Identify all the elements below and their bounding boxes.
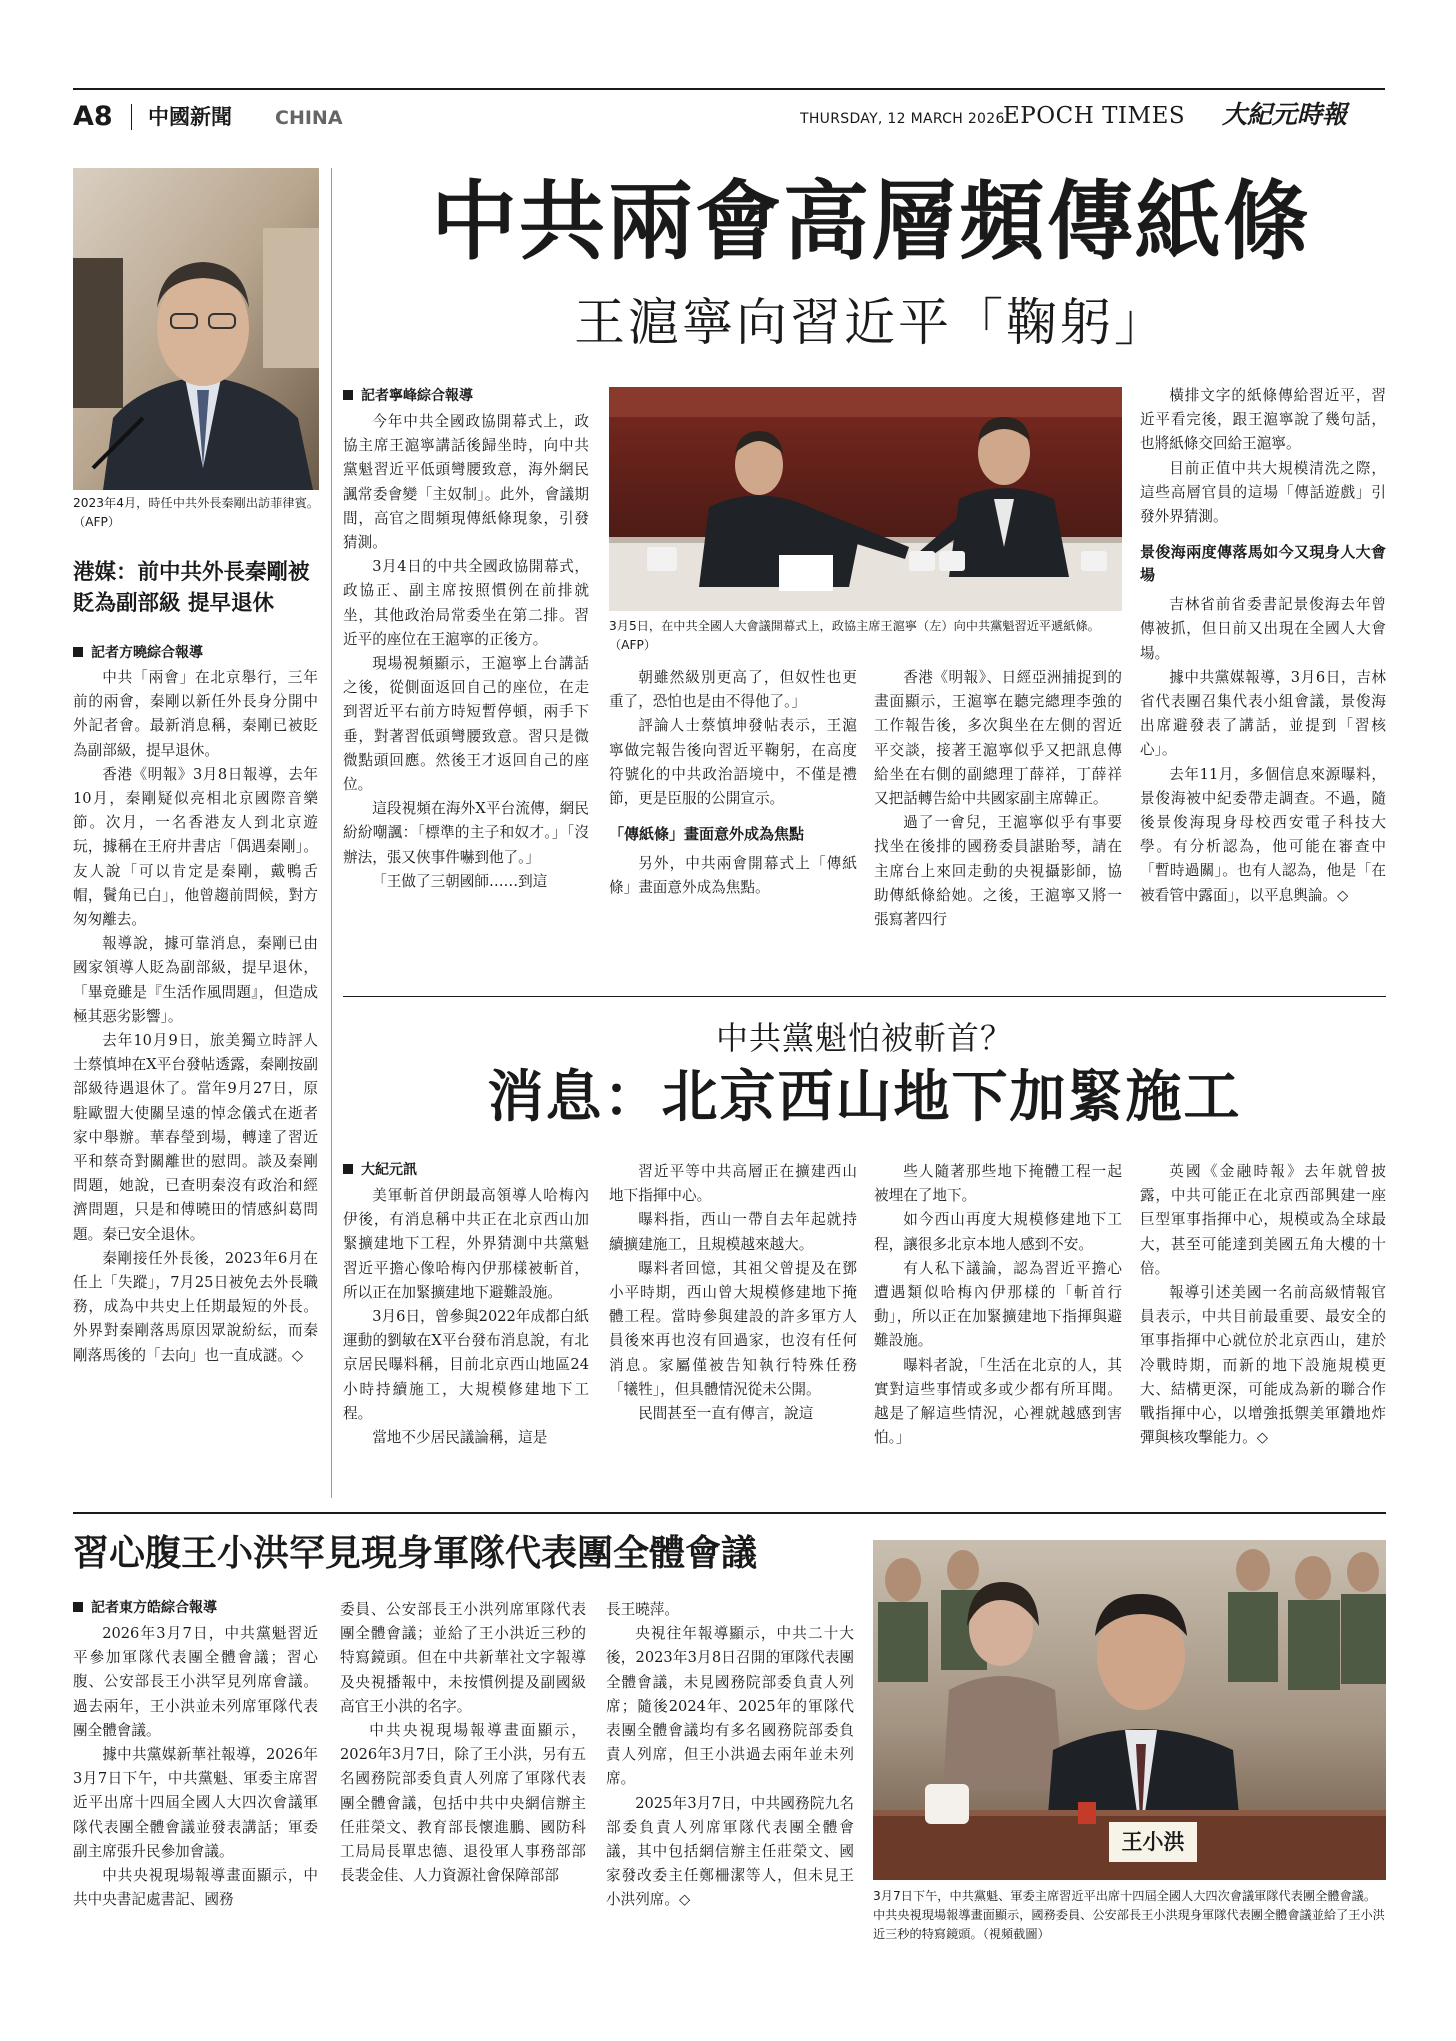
sidebar-paragraph: 去年10月9日，旅美獨立時評人士蔡慎坤在X平台發帖透露，秦剛按副部級待遇退休了。當年9月27日，原駐歐盟大使關呈遠的悼念儀式在逝者家中舉辦。華春瑩到場，轉達了習近平和蔡奇對關離世的慰問。談及秦剛問題，她說，已查明秦沒有政治和經濟問題，只是和傅曉田的情感糾葛問題。秦已安全退休。 (73, 1032, 318, 1243)
sidebar-body (73, 666, 318, 1498)
story3-paragraph: 據中共黨媒新華社報導，2026年3月7日下午，中共黨魁、軍委主席習近平出席十四屆全國人大四次會議軍隊代表團全體會議並發表講話；軍委副主席張升民參加會議。 (73, 1746, 318, 1860)
story1-paragraph: 「王做了三朝國師……到這 (372, 872, 548, 890)
story1-byline-text: 記者寧峰綜合報導 (361, 388, 473, 404)
qin-gang-photo (73, 168, 319, 490)
story1-paragraph: 今年中共全國政協開幕式上，政協主席王滬寧講話後歸坐時，向中共黨魁習近平低頭彎腰致意，海外網民諷常委會變「主奴制」。此外，會議期間，高官之間頻現傳紙條現象，引發猜測。 (343, 413, 589, 552)
story2-paragraph: 3月6日，曾參與2022年成都白紙運動的劉敏在X平台發布消息說，有北京居民曝料稱，目前北京西山地區24小時持續施工，大規模修建地下工程。 (343, 1308, 589, 1422)
story2-paragraph: 曝料者說，「生活在北京的人，其實對這些事情或多或少都有所耳聞。越是了解這些情況，心裡就越感到害怕。」 (874, 1356, 1122, 1447)
story1-paragraph: 另外，中共兩會開幕式上「傳紙條」畫面意外成為焦點。 (609, 855, 857, 897)
story3-column-2 (340, 1598, 586, 1962)
masthead-en: EPOCH TIMES (1003, 103, 1186, 129)
sidebar-paragraph: 中共「兩會」在北京舉行，三年前的兩會，秦剛以新任外長身分開中外記者會。最新消息稱，秦剛已被貶為副部級，提早退休。 (73, 669, 318, 759)
story1-paragraph: 香港《明報》、日經亞洲捕捉到的畫面顯示，王滬寧在聽完總理李強的工作報告後，多次與坐在左側的習近平交談，接著王滬寧似乎又把訊息傳給坐在右側的副總理丁薛祥，丁薛祥又把話轉告給中共國家副主席韓正。 (874, 669, 1122, 808)
story1-headline: 中共兩會高層頻傳紙條 (431, 172, 1311, 272)
story1-paragraph: 朝雖然級別更高了，但奴性也更重了，恐怕也是由不得他了。」 (609, 669, 857, 711)
byline-marker (343, 1164, 353, 1174)
story1-column-3 (874, 666, 1122, 982)
story2-paragraph: 英國《金融時報》去年就曾披露，中共可能正在北京西部興建一座巨型軍事指揮中心，規模或為全球最大，甚至可能達到美國五角大樓的十倍。 (1140, 1163, 1386, 1277)
story3-headline: 習心腹王小洪罕見現身軍隊代表團全體會議 (73, 1533, 758, 1574)
section-name-en: CHINA (275, 107, 343, 129)
story3-paragraph: 央視往年報導顯示，中共二十大後，2023年3月8日召開的軍隊代表團全體會議，未見國務院部委負責人列席；隨後2024年、2025年的軍隊代表團全體會議均有多名國務院部委負責人列席，但王小洪過去兩年並未列席。 (606, 1625, 854, 1788)
story1-paragraph: 去年11月，多個信息來源曝料，景俊海被中紀委帶走調查。不過，隨後景俊海現身母校西安電子科技大學。有分析認為，他可能在審查中「暫時過關」。也有人認為，他是「在被看管中露面」，以平息輿論。◇ (1140, 765, 1386, 904)
story1-paragraph: 橫排文字的紙條傳給習近平，習近平看完後，跟王滬寧說了幾句話，也將紙條交回給王滬寧。 (1140, 387, 1386, 453)
story2-top-rule (343, 996, 1386, 997)
story1-paragraph: 吉林省前省委書記景俊海去年曾傳被抓，但日前又出現在全國人大會場。 (1140, 596, 1386, 662)
masthead-zh: 大紀元時報 (1222, 100, 1348, 129)
story2-paragraph: 如今西山再度大規模修建地下工程，讓很多北京本地人感到不安。 (874, 1211, 1122, 1253)
page-number: A8 (73, 101, 113, 132)
story2-column-4 (1140, 1160, 1386, 1500)
story1-paragraph: 據中共黨媒報導，3月6日，吉林省代表團召集代表小組會議，景俊海出席避發表了講話，並提到「習核心」。 (1140, 668, 1386, 759)
sidebar-headline: 港媒：前中共外長秦剛被貶為副部級 提早退休 (73, 560, 310, 616)
story2-headline: 消息：北京西山地下加緊施工 (487, 1065, 1242, 1130)
story1-column-1 (343, 410, 589, 982)
story2-byline (343, 1158, 417, 1182)
story3-column-3 (606, 1598, 854, 1962)
sidebar-byline-text: 記者方曉綜合報導 (91, 645, 203, 661)
story3-photo (873, 1540, 1386, 1880)
story2-byline-text: 大紀元訊 (361, 1162, 417, 1178)
story3-byline-text: 記者東方皓綜合報導 (91, 1600, 217, 1616)
story2-column-1 (343, 1184, 589, 1500)
story2-paragraph: 美軍斬首伊朗最高領導人哈梅內伊後，有消息稱中共正在北京西山加緊擴建地下工程，外界猜測中共黨魁習近平擔心像哈梅內伊那樣被斬首，所以正在加緊擴建地下避難設施。 (343, 1187, 589, 1301)
byline-marker (73, 647, 83, 657)
nameplate: 王小洪 (1121, 1829, 1185, 1854)
header-top-rule (73, 88, 1385, 90)
story1-paragraph: 3月4日的中共全國政協開幕式，政協正、副主席按照慣例在前排就坐，其他政治局常委坐在第二排。習近平的座位在王滬寧的正後方。 (343, 558, 589, 648)
story2-paragraph: 民間甚至一直有傳言，說這 (638, 1405, 814, 1423)
story1-subhead: 景俊海兩度傳落馬如今又現身人大會場 (1140, 543, 1386, 585)
story1-paragraph: 評論人士蔡慎坤發帖表示，王滬寧做完報告後向習近平鞠躬，在高度符號化的中共政治語境中，不僅是禮節，更是臣服的公開宣示。 (609, 717, 857, 808)
sidebar-divider (331, 168, 332, 1498)
story2-column-2 (609, 1160, 857, 1500)
story3-top-rule (73, 1512, 1386, 1514)
story1-paragraph: 目前正值中共大規模清洗之際，這些高層官員的這場「傳話遊戲」引發外界猜測。 (1140, 459, 1386, 526)
story3-paragraph: 委員、公安部長王小洪列席軍隊代表團全體會議；並給了王小洪近三秒的特寫鏡頭。但在中共新華社文字報導及央視播報中，未按慣例提及副國級高官王小洪的名字。 (340, 1601, 586, 1715)
story3-paragraph: 長王曉萍。 (606, 1601, 679, 1618)
story1-column-4 (1140, 384, 1386, 982)
story1-column-2 (609, 666, 857, 982)
story2-column-3 (874, 1160, 1122, 1500)
story3-paragraph: 中共央視現場報導畫面顯示，中共中央書記處書記、國務 (73, 1867, 318, 1909)
story1-subheadline: 王滬寧向習近平「鞠躬」 (573, 294, 1168, 353)
issue-date: THURSDAY, 12 MARCH 2026 (800, 111, 1005, 127)
qin-gang-photo-caption: 2023年4月，時任中共外長秦剛出訪菲律賓。（AFP） (73, 496, 319, 529)
story3-paragraph: 中共央視現場報導畫面顯示，2026年3月7日，除了王小洪，另有五名國務院部委負責人列席了軍隊代表團全體會議，包括中共中央網信辦主任莊榮文、教育部長懷進鵬、國防科工局局長單忠德、退役軍人事務部部長裴金佳、人力資源社會保障部部 (340, 1722, 586, 1885)
byline-marker (343, 390, 353, 400)
story2-kicker: 中共黨魁怕被斬首？ (715, 1019, 1013, 1057)
story2-paragraph: 曝料者回憶，其祖父曾提及在鄧小平時期，西山曾大規模修建地下掩體工程。當時參與建設的許多軍方人員後來再也沒有回過家，也沒有任何消息。家屬僅被告知執行特殊任務「犧牲」，但具體情況從未公開。 (609, 1259, 857, 1398)
byline-marker (73, 1602, 83, 1612)
sidebar-paragraph: 秦剛接任外長後，2023年6月在任上「失蹤」，7月25日被免去外長職務，成為中共史上任期最短的外長。外界對秦剛落馬原因眾說紛紜，而秦剛落馬後的「去向」也一直成謎。◇ (73, 1249, 318, 1364)
story1-photo-caption: 3月5日，在中共全國人大會議開幕式上，政協主席王滬寧（左）向中共黨魁習近平遞紙條。（AFP） (609, 619, 1100, 652)
sidebar-paragraph: 報導說，據可靠消息，秦剛已由國家領導人貶為副部級，提早退休，「畢竟雖是『生活作風問題』，但造成極其惡劣影響」。 (73, 935, 318, 1025)
section-name: 中國新聞 (148, 105, 232, 129)
story1-paragraph: 過了一會兒，王滬寧似乎有事要找坐在後排的國務委員諶貽琴，請在主席台上來回走動的央視攝影師，協助傳紙條給她。之後，王滬寧又將一張寫著四行 (874, 814, 1122, 929)
story3-column-1 (73, 1622, 318, 1962)
header-divider (131, 104, 132, 130)
story2-paragraph: 習近平等中共高層正在擴建西山地下指揮中心。 (609, 1163, 857, 1205)
story2-paragraph: 些人隨著那些地下掩體工程一起被埋在了地下。 (874, 1163, 1122, 1205)
sidebar-paragraph: 香港《明報》3月8日報導，去年10月，秦剛疑似亮相北京國際音樂節。次月，一名香港友人到北京遊玩，據稱在王府井書店「偶遇秦剛」。友人說「可以肯定是秦剛，戴鴨舌帽，鬢角已白」，他曾趨前問候，對方匆匆離去。 (73, 765, 318, 929)
story3-paragraph: 2025年3月7日，中共國務院九名部委負責人列席軍隊代表團全體會議，其中包括網信辦主任莊榮文、國家發改委主任鄭柵潔等人，但未見王小洪列席。◇ (606, 1794, 854, 1909)
story3-paragraph: 2026年3月7日，中共黨魁習近平參加軍隊代表團全體會議；習心腹、公安部長王小洪罕見列席會議。過去兩年，王小洪並未列席軍隊代表團全體會議。 (73, 1625, 318, 1739)
story1-paragraph: 這段視頻在海外X平台流傳，網民紛紛嘲諷：「標準的主子和奴才。」「沒辦法，張又俠事件嚇到他了。」 (343, 800, 589, 866)
story1-byline (343, 384, 473, 408)
story3-byline (73, 1596, 217, 1620)
story1-photo (609, 387, 1122, 611)
story1-subhead: 「傳紙條」畫面意外成為焦點 (609, 825, 805, 844)
story1-paragraph: 現場視頻顯示，王滬寧上台講話之後，從側面返回自己的座位，在走到習近平右前方時短暫停頓，兩手下垂，對著習低頭彎腰致意。習只是微微點頭回應。然後王才返回自己的座位。 (343, 655, 589, 794)
story2-paragraph: 有人私下議論，認為習近平擔心遭遇類似哈梅內伊那樣的「斬首行動」，所以正在加緊擴建地下指揮與避難設施。 (874, 1259, 1122, 1350)
story2-paragraph: 曝料指，西山一帶自去年起就持續擴建施工，且規模越來越大。 (609, 1211, 857, 1253)
sidebar-byline (73, 641, 203, 665)
story2-paragraph: 當地不少居民議論稱，這是 (372, 1429, 548, 1447)
story3-photo-caption: 3月7日下午，中共黨魁、軍委主席習近平出席十四屆全國人大四次會議軍隊代表團全體會議。中共央視現場報導畫面顯示，國務委員、公安部長王小洪現身軍隊代表團全體會議並給了王小洪近三秒的特寫鏡頭。（視頻截圖） (873, 1889, 1385, 1941)
story2-paragraph: 報導引述美國一名前高級情報官員表示，中共目前最重要、最安全的軍事指揮中心就位於北京西山，建於冷戰時期，而新的地下設施規模更大、結構更深，可能成為新的聯合作戰指揮中心，以增強抵禦美軍鑽地炸彈與核攻擊能力。◇ (1140, 1284, 1386, 1447)
